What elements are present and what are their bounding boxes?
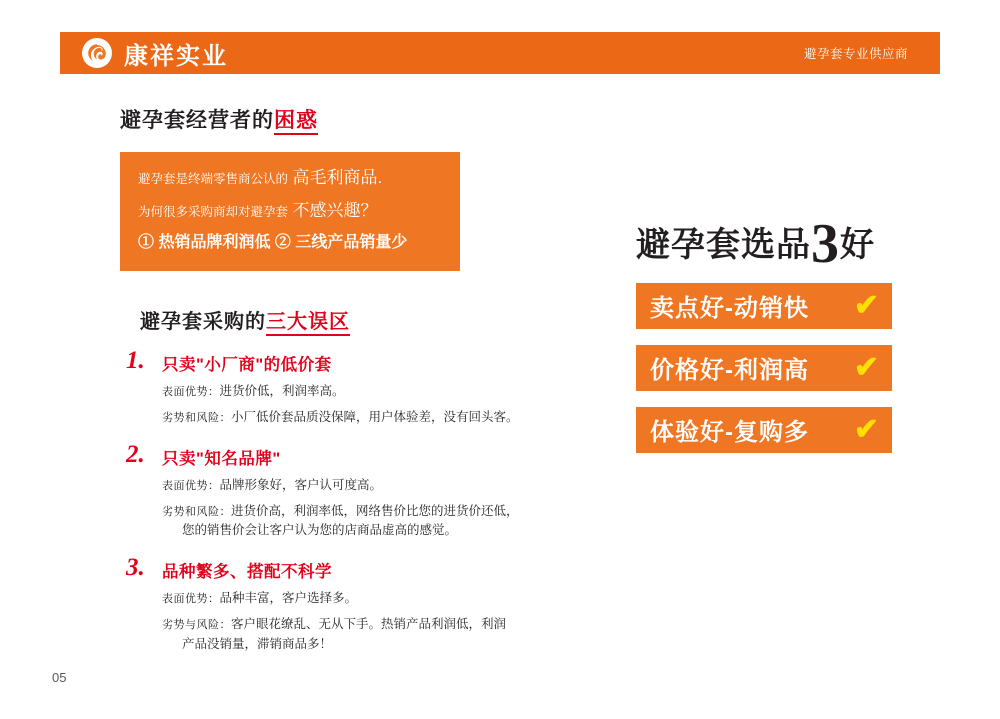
mistake-item bbox=[120, 346, 590, 428]
mistake-cons-label: 劣势和风险： bbox=[162, 412, 231, 425]
mistake-pros-row bbox=[162, 382, 590, 401]
benefit-label: 体验好-复购多 bbox=[650, 419, 809, 447]
mistake-pros-text: 品种丰富，客户选择多。 bbox=[219, 590, 358, 605]
confusion-line-1-small: 避孕套是终端零售商公认的 bbox=[138, 172, 289, 186]
mistakes-title bbox=[140, 305, 590, 334]
mistake-cons-text: 小厂低价套品质没保障，用户体验差，没有回头客。 bbox=[231, 410, 519, 425]
brand-name: 康祥实业 bbox=[124, 42, 228, 70]
page-number: 05 bbox=[52, 670, 67, 685]
mistake-title: 只卖"小厂商"的低价套 bbox=[162, 355, 332, 374]
mistake-title: 只卖"知名品牌" bbox=[162, 449, 281, 468]
left-column bbox=[120, 104, 590, 654]
mistake-cons-text: 进货价高，利润率低，网络售价比您的进货价还低， bbox=[231, 504, 519, 519]
header-tagline: 避孕套专业供应商 bbox=[803, 47, 908, 61]
mistake-pros-row bbox=[162, 589, 590, 608]
right-title bbox=[636, 213, 936, 275]
mistake-cons-text: 客户眼花缭乱、无从下手。热销产品利润低，利润 bbox=[231, 617, 507, 632]
mistake-cons-row bbox=[162, 615, 590, 654]
benefit-bar bbox=[636, 283, 892, 329]
check-icon: ✔ bbox=[853, 412, 880, 446]
mistake-number: 3. bbox=[126, 553, 145, 581]
section-title-highlight: 困惑 bbox=[274, 109, 318, 135]
benefit-bar bbox=[636, 407, 892, 453]
section-title-plain: 避孕套经营者的 bbox=[120, 109, 274, 132]
header-bar bbox=[60, 32, 940, 74]
swirl-logo-icon bbox=[82, 38, 112, 68]
confusion-line-3: ① 热销品牌利润低 ② 三线产品销量少 bbox=[138, 234, 408, 252]
confusion-line-2 bbox=[138, 202, 442, 221]
mistake-item bbox=[120, 553, 590, 654]
mistakes-title-plain: 避孕套采购的 bbox=[140, 310, 266, 333]
mistake-cons-text-line2: 您的销售价会让客户认为您的店商品虚高的感觉。 bbox=[182, 523, 458, 538]
confusion-line-1 bbox=[138, 169, 442, 188]
mistake-cons-label: 劣势和风险： bbox=[162, 506, 231, 519]
mistakes-title-highlight: 三大误区 bbox=[266, 311, 350, 336]
mistake-number: 1. bbox=[126, 346, 145, 374]
mistake-pros-label: 表面优势： bbox=[162, 479, 220, 492]
check-icon: ✔ bbox=[853, 350, 880, 384]
check-icon: ✔ bbox=[853, 288, 880, 322]
mistake-pros-text: 进货价低，利润率高。 bbox=[219, 383, 345, 398]
mistake-cons-label: 劣势与风险： bbox=[162, 619, 231, 632]
mistake-cons-row bbox=[162, 408, 590, 427]
mistake-pros-text: 品牌形象好，客户认可度高。 bbox=[219, 477, 383, 492]
benefit-bar bbox=[636, 345, 892, 391]
mistake-pros-label: 表面优势： bbox=[162, 592, 220, 605]
mistake-pros-label: 表面优势： bbox=[162, 385, 220, 398]
mistake-title: 品种繁多、搭配不科学 bbox=[162, 562, 332, 581]
mistake-cons-text-line2: 产品没销量，滞销商品多！ bbox=[182, 636, 333, 651]
right-title-number: 3 bbox=[811, 213, 840, 275]
mistake-pros-row bbox=[162, 476, 590, 495]
mistake-cons-row bbox=[162, 502, 590, 541]
mistake-number: 2. bbox=[126, 440, 145, 468]
confusion-line-2-big: 不感兴趣？ bbox=[292, 200, 378, 220]
right-title-pre: 避孕套选品 bbox=[636, 226, 811, 264]
benefit-label: 价格好-利润高 bbox=[650, 357, 809, 385]
benefit-label: 卖点好-动销快 bbox=[650, 295, 809, 323]
right-column bbox=[636, 213, 936, 453]
right-title-post: 好 bbox=[840, 226, 875, 264]
confusion-line-1-big: 高毛利商品. bbox=[292, 168, 383, 187]
section-title bbox=[120, 104, 590, 134]
confusion-line-2-small: 为何很多采购商却对避孕套 bbox=[138, 204, 289, 219]
confusion-callout-box bbox=[120, 152, 460, 271]
mistake-item bbox=[120, 440, 590, 541]
